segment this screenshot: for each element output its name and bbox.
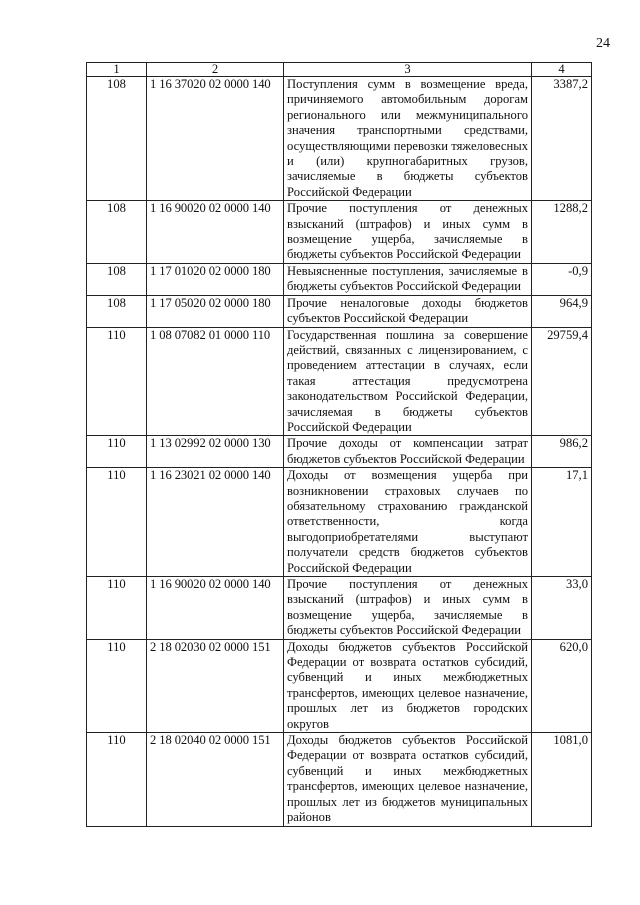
table-row [87, 639, 592, 732]
table-row [87, 77, 592, 201]
amount-cell: 1081,0 [532, 733, 592, 826]
revenue-name-cell: Поступления сумм в возмещение вреда, причиняемого автомобильным дорогам регионального или межмуниципального значения транспортными средствами, осуществляющими перевозки тяжеловесных и (или) крупногабаритных грузов, зачисляемые в бюджеты субъектов Российской Федерации [284, 77, 532, 201]
revenue-code-cell: 1 16 90020 02 0000 140 [147, 577, 284, 640]
revenue-name-cell: Прочие доходы от компенсации затрат бюджетов субъектов Российской Федерации [284, 436, 532, 468]
revenue-code-cell: 2 18 02030 02 0000 151 [147, 639, 284, 732]
table-row [87, 201, 592, 264]
revenue-name-cell: Прочие неналоговые доходы бюджетов субъектов Российской Федерации [284, 295, 532, 327]
column-header-3: 3 [284, 63, 532, 77]
admin-code-cell: 108 [87, 77, 147, 201]
revenue-name-cell: Доходы от возмещения ущерба при возникновении страховых случаев по обязательному страхованию гражданской ответственности, когда выгодоприобретателями выступают получатели средств бюджетов субъектов Российской Федерации [284, 468, 532, 577]
admin-code-cell: 110 [87, 639, 147, 732]
amount-cell: 1288,2 [532, 201, 592, 264]
table-row [87, 577, 592, 640]
admin-code-cell: 110 [87, 733, 147, 826]
admin-code-cell: 108 [87, 263, 147, 295]
admin-code-cell: 108 [87, 295, 147, 327]
table-row [87, 733, 592, 826]
revenue-code-cell: 1 16 90020 02 0000 140 [147, 201, 284, 264]
revenue-name-cell: Прочие поступления от денежных взысканий (штрафов) и иных сумм в возмещение ущерба, зачисляемые в бюджеты субъектов Российской Федерации [284, 201, 532, 264]
amount-cell: 620,0 [532, 639, 592, 732]
revenue-name-cell: Государственная пошлина за совершение действий, связанных с лицензированием, с проведением аттестации в случаях, если такая аттестация предусмотрена законодательством Российской Федерации, зачисляемая в бюджеты субъектов Российской Федерации [284, 327, 532, 436]
table-header-row [87, 63, 592, 77]
amount-cell: 17,1 [532, 468, 592, 577]
amount-cell: 986,2 [532, 436, 592, 468]
table-row [87, 295, 592, 327]
revenue-name-cell: Невыясненные поступления, зачисляемые в бюджеты субъектов Российской Федерации [284, 263, 532, 295]
table-row [87, 327, 592, 436]
admin-code-cell: 110 [87, 577, 147, 640]
revenue-code-cell: 2 18 02040 02 0000 151 [147, 733, 284, 826]
admin-code-cell: 110 [87, 436, 147, 468]
column-header-4: 4 [532, 63, 592, 77]
revenue-code-cell: 1 13 02992 02 0000 130 [147, 436, 284, 468]
table-row [87, 263, 592, 295]
admin-code-cell: 110 [87, 327, 147, 436]
revenue-name-cell: Доходы бюджетов субъектов Российской Федерации от возврата остатков субсидий, субвенций и иных межбюджетных трансфертов, имеющих целевое назначение, прошлых лет из бюджетов городских округов [284, 639, 532, 732]
revenue-code-cell: 1 16 23021 02 0000 140 [147, 468, 284, 577]
revenue-code-cell: 1 17 05020 02 0000 180 [147, 295, 284, 327]
table-row [87, 468, 592, 577]
revenue-code-cell: 1 16 37020 02 0000 140 [147, 77, 284, 201]
amount-cell: 3387,2 [532, 77, 592, 201]
revenue-name-cell: Доходы бюджетов субъектов Российской Федерации от возврата остатков субсидий, субвенций и иных межбюджетных трансфертов, имеющих целевое назначение, прошлых лет из бюджетов муниципальных районов [284, 733, 532, 826]
page-number: 24 [596, 36, 610, 51]
admin-code-cell: 108 [87, 201, 147, 264]
column-header-1: 1 [87, 63, 147, 77]
amount-cell: 964,9 [532, 295, 592, 327]
amount-cell: 33,0 [532, 577, 592, 640]
revenue-table [86, 62, 592, 827]
table-row [87, 436, 592, 468]
column-header-2: 2 [147, 63, 284, 77]
amount-cell: -0,9 [532, 263, 592, 295]
revenue-code-cell: 1 08 07082 01 0000 110 [147, 327, 284, 436]
amount-cell: 29759,4 [532, 327, 592, 436]
revenue-code-cell: 1 17 01020 02 0000 180 [147, 263, 284, 295]
admin-code-cell: 110 [87, 468, 147, 577]
revenue-name-cell: Прочие поступления от денежных взысканий (штрафов) и иных сумм в возмещение ущерба, зачисляемые в бюджеты субъектов Российской Федерации [284, 577, 532, 640]
